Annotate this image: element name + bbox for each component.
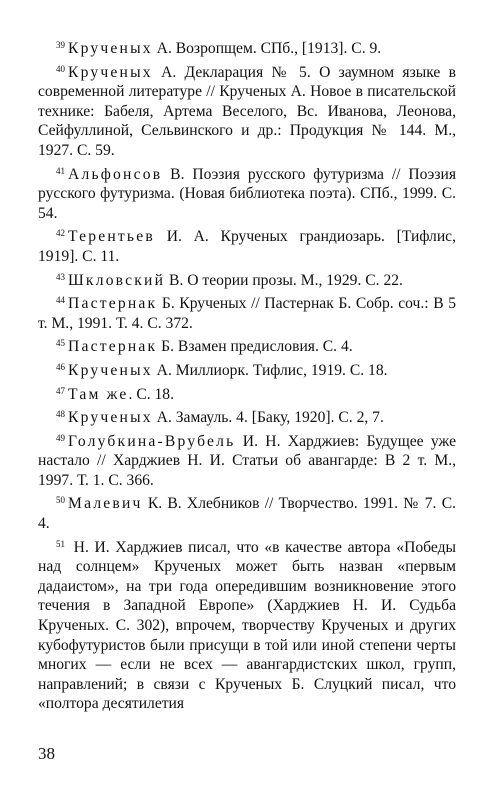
footnote-text: А. Декларация № 5. О заумном языке в современной литературе // Крученых А. Новое в писательской технике: Бабеля, Артема Веселого, Вс. Иванова, Леонова, Сейфуллиной, Сельвинского и др.: Продукция № 144. М., 1927. С. 59.	[38, 63, 456, 159]
footnote-text: Б. Взамен предисловия. С. 4.	[157, 338, 353, 356]
footnote-number: 51	[56, 538, 65, 549]
footnote	[38, 36, 456, 59]
footnote-number: 47	[56, 385, 65, 396]
footnote-author: Голубкина-Врубель	[68, 432, 236, 450]
footnote-author: Крученых	[68, 40, 153, 57]
footnote-author: Там же	[68, 385, 129, 403]
footnote	[38, 491, 456, 533]
footnote-number: 44	[56, 295, 65, 306]
footnote	[38, 60, 456, 161]
footnotes-list	[38, 36, 456, 715]
footnote-author: Крученых	[68, 361, 153, 379]
footnote-text: Б. Крученых // Пастернак Б. Собр. соч.: В 5 т. М., 1991. Т. 4. С. 372.	[38, 295, 456, 332]
footnote-author: Пастернак	[68, 295, 158, 313]
footnote-text: А. Возропщем. СПб., [1913]. С. 9.	[152, 40, 382, 57]
footnote	[38, 535, 456, 714]
footnote-text: В. О теории прозы. М., 1929. С. 22.	[165, 271, 403, 289]
footnote-number: 42	[56, 228, 65, 239]
footnote-text: Н. И. Харджиев писал, что «в качестве автора «Победы над солнцем» Крученых может быть назван «первым дадаистом», на три года опередившим возникновение этого течения в Западной Европе» (Харджиев Н. И. Судьба Крученых. С. 302), впрочем, творчеству Крученых и других кубофутуристов были присущи в той или иной степени черты многих — если не всех — авангардистских школ, групп, направлений; в связи с Крученых Б. Слуцкий писал, что «полтора десятилетия	[38, 538, 456, 713]
footnote-number: 43	[56, 271, 65, 282]
footnote-author: Пастернак	[68, 338, 158, 356]
footnote-number: 41	[56, 165, 65, 176]
footnote-text: И. А. Крученых грандиозарь. [Тифлис, 1919]. С. 11.	[38, 228, 456, 265]
footnote-number: 40	[56, 63, 65, 74]
footnote-author: Шкловский	[68, 271, 166, 289]
footnote	[38, 162, 456, 224]
footnote-text: А. Миллиорк. Тифлис, 1919. С. 18.	[152, 361, 388, 379]
footnote-author: Крученых	[68, 409, 153, 427]
footnote-number: 46	[56, 361, 65, 372]
footnote-number: 50	[56, 495, 65, 506]
footnote	[38, 268, 456, 291]
footnote-author: Крученых	[68, 63, 153, 81]
footnote-text: И. Н. Харджиев: Будущее уже настало // Харджиев Н. И. Статьи об авангарде: В 2 т. М., 1997. Т. 1. С. 366.	[38, 432, 456, 489]
footnote	[38, 382, 456, 405]
footnote-text: В. Поэзия русского футуризма // Поэзия русского футуризма. (Новая библиотека поэта). СПб., 1999. С. 54.	[38, 165, 456, 222]
page-number: 38	[38, 744, 55, 763]
footnote-number: 49	[56, 432, 65, 443]
footnote	[38, 405, 456, 428]
footnote-text: . С. 18.	[128, 385, 175, 403]
footnote	[38, 429, 456, 491]
footnote-author: Малевич	[68, 495, 143, 513]
footnote-number: 48	[56, 409, 65, 420]
footnote-text: А. Замауль. 4. [Баку, 1920]. С. 2, 7.	[152, 409, 384, 427]
footnote	[38, 291, 456, 333]
footnote-number: 39	[56, 40, 65, 50]
footnote	[38, 334, 456, 357]
footnote-text: К. В. Хлебников // Творчество. 1991. № 7. С. 4.	[38, 495, 456, 533]
footnote	[38, 224, 456, 266]
footnote-author: Терентьев	[68, 228, 155, 246]
footnote-author: Альфонсов	[68, 165, 163, 183]
footnote-number: 45	[56, 338, 65, 349]
footnote	[38, 358, 456, 381]
